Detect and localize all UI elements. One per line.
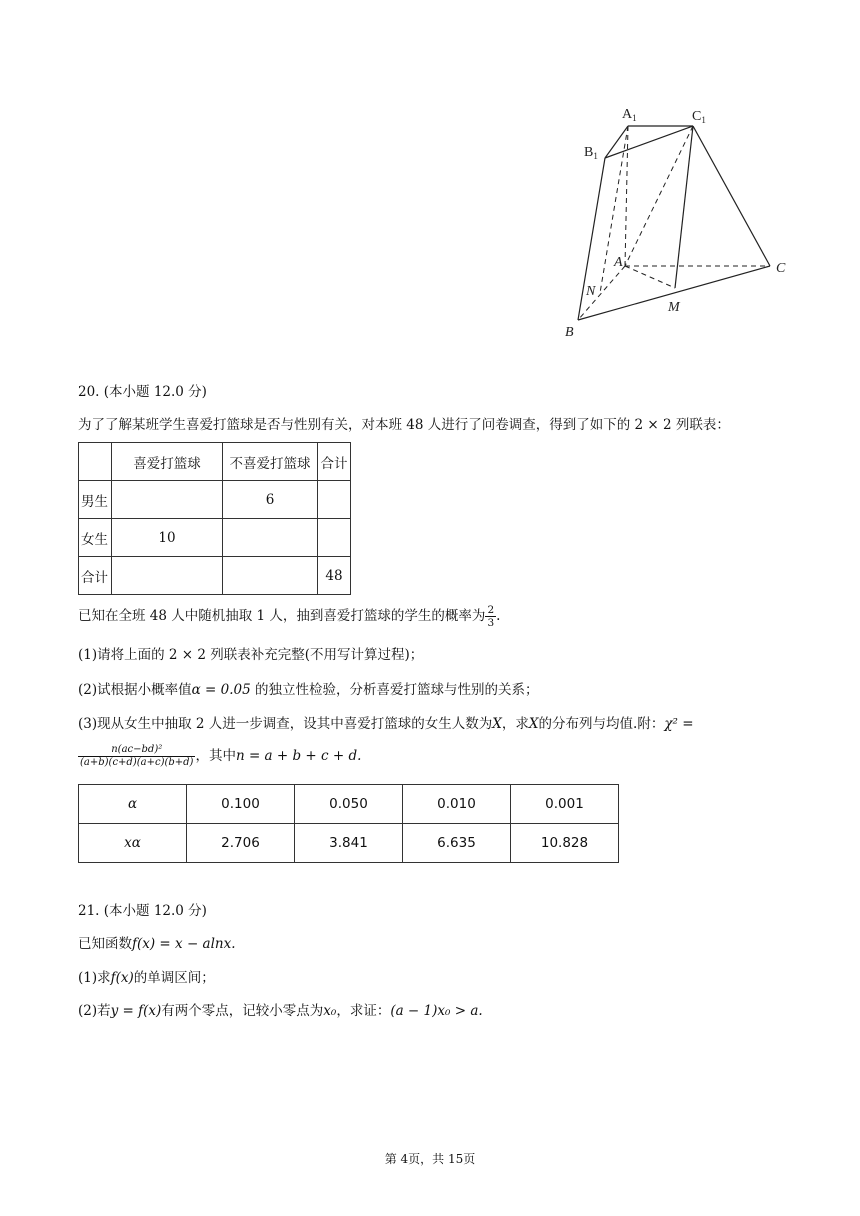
q20-probability xyxy=(78,604,500,629)
probability-fraction xyxy=(485,604,496,629)
prism-diagram xyxy=(560,100,800,345)
table-cell xyxy=(112,481,223,519)
variable-x: X xyxy=(492,716,502,732)
formula-n-definition: n = a + b + c + d. xyxy=(235,748,362,764)
stem-text: 已知函数 xyxy=(78,936,132,952)
table-cell: 0.050 xyxy=(295,785,403,824)
q21-part1 xyxy=(78,969,215,987)
table-header-cell: 不喜爱打篮球 xyxy=(223,443,318,481)
variable-x: X xyxy=(528,716,539,732)
label-b: B xyxy=(565,325,574,340)
part1-text-end: 的单调区间； xyxy=(133,970,215,986)
table-row xyxy=(79,443,351,481)
table-row-label: xα xyxy=(79,824,187,863)
table-cell xyxy=(79,443,112,481)
table-cell: 3.841 xyxy=(295,824,403,863)
page-footer: 第 4页，共 15页 xyxy=(384,1152,476,1166)
table-cell: 6 xyxy=(223,481,318,519)
table-cell: 6.635 xyxy=(403,824,511,863)
q20-part1: (1)请将上面的 2 × 2 列联表补充完整(不用写计算过程)； xyxy=(78,647,424,663)
q20-part3 xyxy=(78,715,694,733)
fraction-numerator: 2 xyxy=(487,604,495,616)
table-row xyxy=(79,481,351,519)
label-c: C xyxy=(776,261,786,276)
prism-figure xyxy=(560,100,800,345)
q20-intro: 为了了解某班学生喜爱打篮球是否与性别有关，对本班 48 人进行了问卷调查，得到了如下的 2 × 2 列联表： xyxy=(78,417,730,433)
table-row-label: α xyxy=(79,785,187,824)
q21-header: 21. (本小题 12.0 分) xyxy=(78,903,207,919)
formula-fraction xyxy=(78,744,195,769)
edge-c1-c xyxy=(693,126,770,266)
part2-text: 有两个零点，记较小零点为 xyxy=(161,1003,324,1019)
part3-text: ，求 xyxy=(501,716,529,732)
table-cell xyxy=(223,557,318,595)
probability-period: . xyxy=(496,608,501,624)
formula-denominator: (a+b)(c+d)(a+c)(b+d) xyxy=(80,757,194,768)
edge-a1-a-hidden xyxy=(625,126,628,266)
table-header-cell: 合计 xyxy=(318,443,351,481)
label-a1: $A_1$ xyxy=(622,107,637,123)
label-c1: $C_1$ xyxy=(692,109,706,125)
table-cell: 0.010 xyxy=(403,785,511,824)
edge-c1-m xyxy=(675,126,693,288)
label-m: M xyxy=(668,300,680,315)
q21-part2 xyxy=(78,1002,483,1020)
formula-numerator: n(ac−bd)² xyxy=(78,744,195,757)
q21-stem xyxy=(78,935,236,953)
part2-text: (2)试根据小概率值 xyxy=(78,682,192,698)
part2-text: ，求证： xyxy=(336,1003,391,1019)
table-row xyxy=(79,519,351,557)
table-row-label: 男生 xyxy=(79,481,112,519)
function-definition: f(x) = x − alnx. xyxy=(132,936,236,952)
label-a: A xyxy=(614,255,623,270)
part3-text: 的分布列与均值.附： xyxy=(538,716,665,732)
part1-text: (1)求 xyxy=(78,970,111,986)
table-cell: 10.828 xyxy=(511,824,619,863)
table-cell: 2.706 xyxy=(187,824,295,863)
table-cell: 0.100 xyxy=(187,785,295,824)
label-n: N xyxy=(586,284,596,299)
inequality: (a − 1)x₀ > a. xyxy=(390,1003,483,1019)
table-cell xyxy=(318,481,351,519)
part2-text-end: 的独立性检验，分析喜爱打篮球与性别的关系； xyxy=(250,682,539,698)
table-cell xyxy=(223,519,318,557)
table-row-label: 女生 xyxy=(79,519,112,557)
q20-header: 20. (本小题 12.0 分) xyxy=(78,384,207,400)
formula-text: ，其中 xyxy=(195,748,236,764)
table-cell: 10 xyxy=(112,519,223,557)
q20-part2 xyxy=(78,681,539,699)
table-header-cell: 喜爱打篮球 xyxy=(112,443,223,481)
table-cell xyxy=(318,519,351,557)
part2-text: (2)若 xyxy=(78,1003,111,1019)
table-cell: 48 xyxy=(318,557,351,595)
table-row-label: 合计 xyxy=(79,557,112,595)
edge-a-m-hidden xyxy=(625,266,675,288)
chi-square-formula xyxy=(78,744,361,769)
chi-square-symbol: χ² = xyxy=(664,716,694,732)
table-cell: 0.001 xyxy=(511,785,619,824)
alpha-value: α = 0.05 xyxy=(191,682,251,698)
table-cell xyxy=(112,557,223,595)
contingency-table xyxy=(78,442,351,595)
fraction-denominator: 3 xyxy=(487,617,495,629)
zero-x0: x₀ xyxy=(323,1003,337,1019)
table-row xyxy=(79,557,351,595)
probability-text: 已知在全班 48 人中随机抽取 1 人，抽到喜爱打篮球的学生的概率为 xyxy=(78,608,486,624)
label-b1: $B_1$ xyxy=(584,145,598,161)
part3-text: (3)现从女生中抽取 2 人进一步调查，设其中喜爱打篮球的女生人数为 xyxy=(78,716,493,732)
table-row xyxy=(79,824,619,863)
critical-value-table xyxy=(78,784,619,863)
function-y: y = f(x) xyxy=(110,1003,162,1019)
function-fx: f(x) xyxy=(110,970,134,986)
table-row xyxy=(79,785,619,824)
